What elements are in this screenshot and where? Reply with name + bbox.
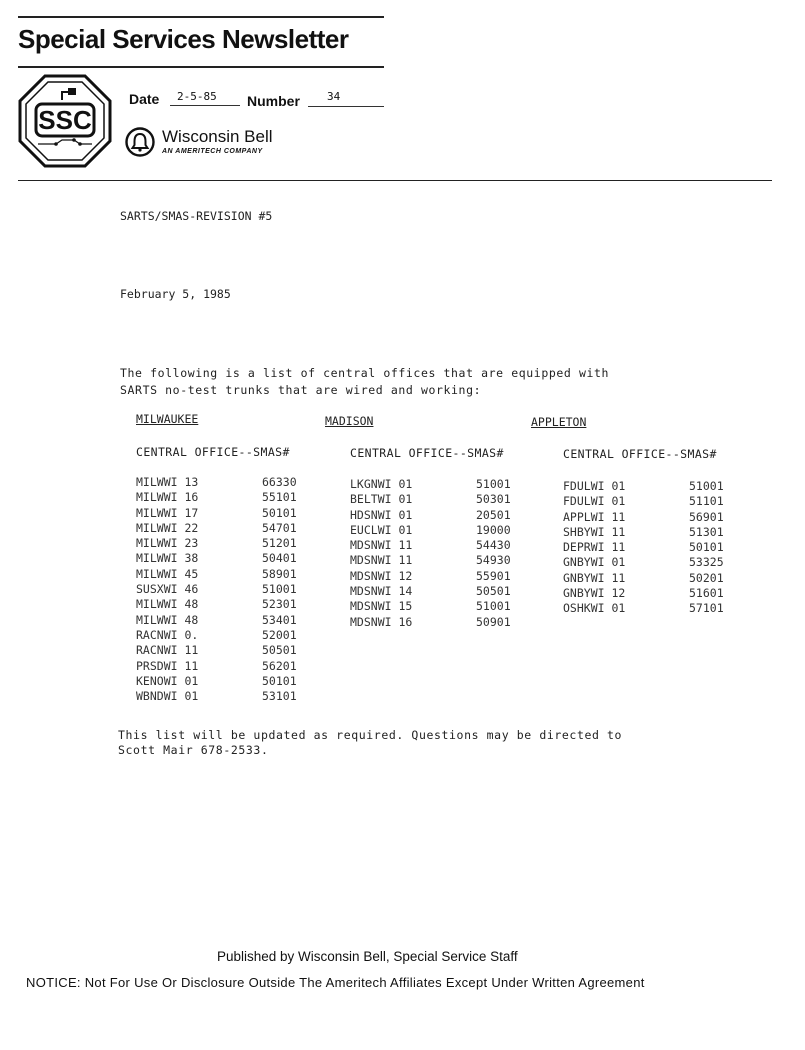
central-office-code: RACNWI 11 (136, 643, 199, 658)
central-office-code: WBNDWI 01 (136, 689, 199, 704)
table-row (563, 555, 733, 570)
table-row (136, 490, 306, 505)
smas-number: 55901 (476, 568, 511, 583)
central-office-code: RACNWI 0. (136, 627, 199, 642)
group-heading-milwaukee: MILWAUKEE (136, 412, 199, 426)
central-office-code: PRSDWI 11 (136, 658, 199, 673)
smas-number: 20501 (476, 507, 511, 522)
table-row (136, 643, 306, 658)
smas-number: 19000 (476, 522, 511, 537)
smas-number: 51001 (476, 477, 511, 491)
table-row (563, 601, 733, 616)
central-office-code: MILWWI 16 (136, 490, 199, 505)
title-underline-rule (18, 66, 384, 68)
company-name: Wisconsin Bell (162, 127, 273, 146)
memo-closing-line-2: Scott Mair 678-2533. (118, 743, 269, 757)
number-underline (308, 106, 384, 107)
table-row (136, 521, 306, 536)
smas-number: 50201 (689, 570, 724, 585)
table-row (563, 510, 733, 525)
bell-logo-icon (125, 127, 155, 157)
central-office-code: MILWWI 23 (136, 536, 199, 551)
table-row (350, 492, 520, 507)
smas-number: 50101 (689, 540, 724, 555)
date-value: 2-5-85 (177, 90, 217, 103)
central-office-code: GNBYWI 11 (563, 570, 626, 585)
table-row (350, 553, 520, 568)
smas-number: 51001 (262, 582, 297, 597)
central-office-code: APPLWI 11 (563, 509, 626, 524)
header-bottom-rule (18, 180, 772, 181)
central-office-code: GNBYWI 12 (563, 586, 626, 601)
smas-number: 53101 (262, 689, 297, 704)
smas-number: 50401 (262, 551, 297, 566)
table-row (136, 567, 306, 582)
smas-number: 50901 (476, 614, 511, 629)
table-row (136, 689, 306, 704)
table-row (136, 551, 306, 566)
smas-number: 50301 (476, 492, 511, 507)
table-row (136, 536, 306, 551)
smas-number: 52001 (262, 627, 297, 642)
central-office-code: GNBYWI 01 (563, 555, 626, 570)
table-row (136, 674, 306, 689)
table-row (563, 540, 733, 555)
smas-number: 50101 (262, 505, 297, 520)
table-row (563, 571, 733, 586)
smas-number: 56201 (262, 658, 297, 673)
smas-number: 54430 (476, 538, 511, 553)
column-header-appleton: CENTRAL OFFICE--SMAS# (563, 447, 717, 461)
memo-date: February 5, 1985 (120, 287, 231, 301)
central-office-code: MILWWI 45 (136, 566, 199, 581)
published-by: Published by Wisconsin Bell, Special Service Staff (217, 949, 518, 964)
smas-number: 66330 (262, 475, 297, 489)
table-row (136, 506, 306, 521)
logo-text: SSC (38, 105, 92, 135)
central-office-code: KENOWI 01 (136, 673, 199, 688)
central-office-code: SHBYWI 11 (563, 524, 626, 539)
office-list-milwaukee (136, 475, 306, 704)
central-office-code: MDSNWI 15 (350, 599, 413, 614)
table-row (350, 599, 520, 614)
table-row (350, 538, 520, 553)
table-row (350, 584, 520, 599)
smas-number: 54701 (262, 520, 297, 535)
company-tagline: AN AMERITECH COMPANY (162, 148, 263, 155)
central-office-code: BELTWI 01 (350, 492, 413, 507)
table-row (563, 479, 733, 494)
table-row (136, 475, 306, 490)
central-office-code: MILWWI 48 (136, 612, 199, 627)
table-row (563, 586, 733, 601)
central-office-code: MILWWI 13 (136, 475, 199, 489)
table-row (350, 569, 520, 584)
table-row (136, 597, 306, 612)
smas-number: 53401 (262, 612, 297, 627)
column-header-milwaukee: CENTRAL OFFICE--SMAS# (136, 445, 290, 459)
central-office-code: FDULWI 01 (563, 494, 626, 509)
smas-number: 55101 (262, 490, 297, 505)
office-list-appleton (563, 479, 733, 617)
disclosure-notice: NOTICE: Not For Use Or Disclosure Outside The Ameritech Affiliates Except Under Written Agreement (26, 975, 645, 990)
table-row (563, 525, 733, 540)
date-underline (170, 105, 240, 106)
central-office-code: MDSNWI 11 (350, 553, 413, 568)
office-list-madison (350, 477, 520, 630)
central-office-code: FDULWI 01 (563, 479, 626, 493)
smas-number: 57101 (689, 601, 724, 616)
smas-number: 53325 (689, 555, 724, 570)
smas-number: 50101 (262, 673, 297, 688)
table-row (350, 615, 520, 630)
central-office-code: EUCLWI 01 (350, 522, 413, 537)
central-office-code: MILWWI 22 (136, 520, 199, 535)
newsletter-title: Special Services Newsletter (18, 24, 349, 54)
table-row (136, 628, 306, 643)
central-office-code: MDSNWI 16 (350, 614, 413, 629)
table-row (350, 523, 520, 538)
central-office-code: MILWWI 17 (136, 505, 199, 520)
central-office-code: DEPRWI 11 (563, 540, 626, 555)
smas-number: 51601 (689, 586, 724, 601)
memo-closing-line-1: This list will be updated as required. Questions may be directed to (118, 728, 623, 742)
ssc-logo-icon (18, 74, 112, 168)
number-label: Number (247, 93, 300, 109)
smas-number: 52301 (262, 597, 297, 612)
smas-number: 50501 (476, 584, 511, 599)
central-office-code: SUSXWI 46 (136, 582, 199, 597)
table-row (136, 659, 306, 674)
top-rule (18, 16, 384, 18)
table-row (350, 477, 520, 492)
date-label: Date (129, 91, 160, 107)
central-office-code: MDSNWI 14 (350, 584, 413, 599)
smas-number: 50501 (262, 643, 297, 658)
smas-number: 51001 (689, 479, 724, 493)
smas-number: 51301 (689, 524, 724, 539)
table-row (136, 613, 306, 628)
smas-number: 58901 (262, 566, 297, 581)
central-office-code: MILWWI 38 (136, 551, 199, 566)
memo-subject: SARTS/SMAS-REVISION #5 (120, 209, 273, 223)
group-heading-madison: MADISON (325, 414, 374, 428)
column-header-madison: CENTRAL OFFICE--SMAS# (350, 446, 504, 460)
table-row (563, 494, 733, 509)
smas-number: 54930 (476, 553, 511, 568)
central-office-code: OSHKWI 01 (563, 601, 626, 616)
memo-intro-line-2: SARTS no-test trunks that are wired and working: (120, 383, 482, 397)
memo-intro-line-1: The following is a list of central offices that are equipped with (120, 366, 610, 380)
central-office-code: LKGNWI 01 (350, 477, 413, 491)
group-heading-appleton: APPLETON (531, 415, 587, 429)
number-value: 34 (327, 90, 341, 103)
smas-number: 51001 (476, 599, 511, 614)
table-row (136, 582, 306, 597)
central-office-code: MILWWI 48 (136, 597, 199, 612)
smas-number: 56901 (689, 509, 724, 524)
central-office-code: HDSNWI 01 (350, 507, 413, 522)
smas-number: 51201 (262, 536, 297, 551)
central-office-code: MDSNWI 11 (350, 538, 413, 553)
smas-number: 51101 (689, 494, 724, 509)
table-row (350, 508, 520, 523)
central-office-code: MDSNWI 12 (350, 568, 413, 583)
